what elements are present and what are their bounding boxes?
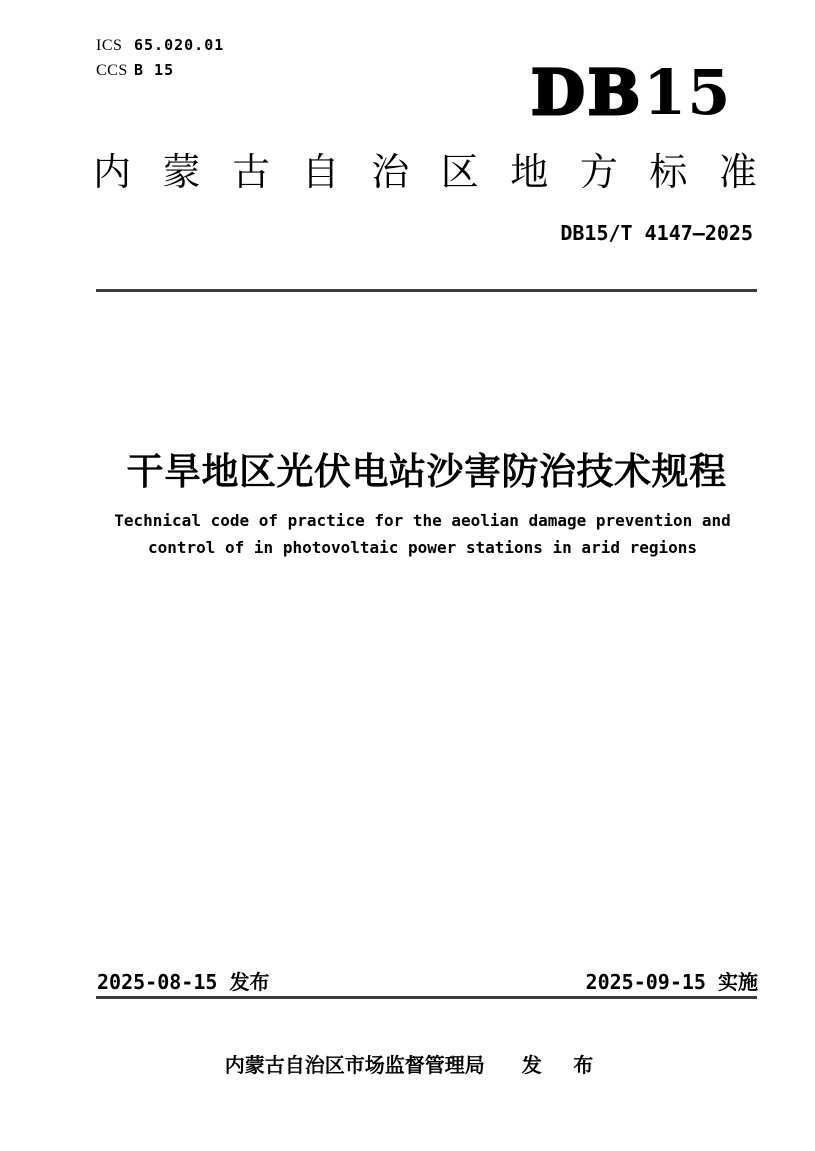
document-title-en-line1: Technical code of practice for the aeolian damage prevention and	[114, 511, 731, 530]
ccs-line	[96, 61, 224, 86]
category-char: 内	[93, 152, 132, 194]
category-char: 方	[579, 152, 618, 194]
dates-row	[97, 966, 758, 995]
db15-logo	[531, 56, 732, 129]
standard-number: DB15/T 4147—2025	[560, 221, 753, 245]
standard-category-title	[93, 153, 757, 195]
category-char: 古	[232, 152, 271, 194]
category-char: 区	[440, 152, 479, 194]
issuer-row	[0, 1049, 815, 1078]
ics-value: 65.020.01	[134, 36, 225, 54]
issue-word: 发 布	[521, 1055, 607, 1077]
classification-codes	[96, 36, 224, 86]
document-title-en-line2: control of in photovoltaic power stations in arid regions	[147, 538, 698, 557]
document-title-zh: 干旱地区光伏电站沙害防治技术规程	[126, 451, 727, 492]
header-divider-rule	[96, 289, 757, 292]
category-char: 标	[649, 152, 688, 194]
footer-divider-rule	[96, 996, 757, 999]
db15-logo-db: DB	[531, 56, 644, 129]
document-title-en	[0, 507, 815, 561]
category-char: 蒙	[162, 152, 201, 194]
issue-date: 2025-08-15 发布	[97, 970, 270, 994]
category-char: 自	[301, 152, 340, 194]
db15-logo-number: 15	[643, 56, 732, 129]
ccs-label: CCS	[96, 62, 128, 79]
ccs-value: B 15	[134, 61, 175, 79]
category-char: 准	[718, 152, 757, 194]
ics-label: ICS	[96, 37, 123, 54]
issuer-name: 内蒙古自治区市场监督管理局	[224, 1055, 485, 1077]
category-char: 治	[371, 152, 410, 194]
implement-date: 2025-09-15 实施	[585, 970, 758, 994]
ics-line	[96, 36, 224, 61]
category-char: 地	[510, 152, 549, 194]
